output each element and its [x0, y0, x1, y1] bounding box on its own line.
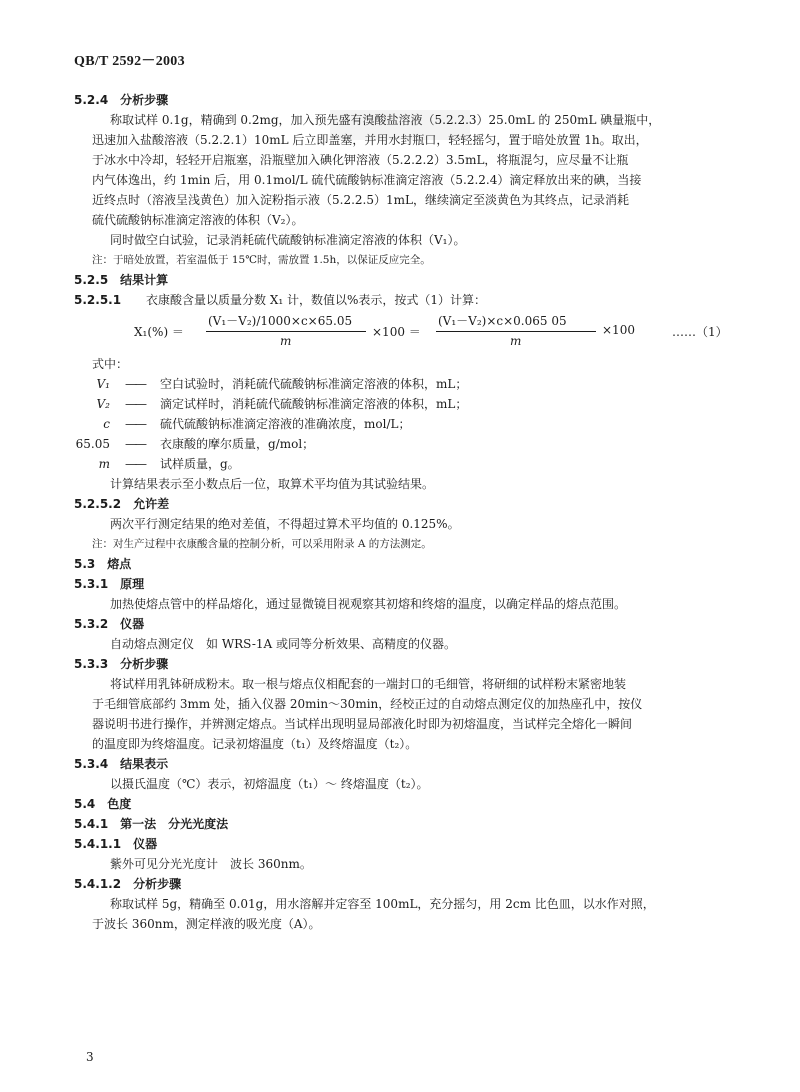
paragraph-line: 内气体逸出，约 1min 后，用 0.1mol/L 硫代硫酸钠标准滴定溶液（5.2.2.4）滴定释放出来的碘，当接 [92, 173, 642, 187]
variable-symbol: V₂ [96, 397, 110, 411]
equation-number: ……（1） [672, 325, 728, 339]
paragraph-line: 于毛细管底部约 3mm 处，插入仪器 20min～30min，经校正过的自动熔点测定仪的加热座孔中，按仪 [92, 697, 643, 711]
dash: —— [125, 377, 145, 391]
formula-lhs: X₁(%) ＝ [134, 325, 184, 339]
paragraph-line: 将试样用乳钵研成粉末。取一根与熔点仪相配套的一端封口的毛细管，将研细的试样粉末紧密地装 [110, 677, 627, 691]
paragraph-line: 自动熔点测定仪 如 WRS-1A 或同等分析效果、高精度的仪器。 [110, 637, 457, 651]
paragraph-line: 以摄氏温度（℃）表示，初熔温度（t₁）～ 终熔温度（t₂）。 [110, 777, 429, 791]
formula-1 [74, 310, 744, 354]
formula-times-100: ×100 [602, 323, 635, 337]
subsection-heading-5-3-3: 5.3.3 分析步骤 [74, 657, 169, 671]
page-number: 3 [86, 1050, 94, 1064]
formula-numerator-2: (V₁－V₂)×c×0.065 05 [438, 314, 567, 328]
variable-symbol: 65.05 [75, 437, 110, 451]
section-heading-5-4: 5.4 色度 [74, 797, 132, 811]
paragraph-line: 加热使熔点管中的样品熔化，通过显微镜目视观察其初熔和终熔的温度，以确定样品的熔点范围。 [110, 597, 627, 611]
paragraph-line: 称取试样 0.1g，精确到 0.2mg，加入预先盛有溴酸盐溶液（5.2.2.3）25.0mL 的 250mL 碘量瓶中， [110, 113, 661, 127]
dash: —— [125, 397, 145, 411]
note: 注：于暗处放置，若室温低于 15℃时，需放置 1.5h，以保证反应完全。 [92, 254, 431, 266]
paragraph-line: 同时做空白试验，记录消耗硫代硫酸钠标准滴定溶液的体积（V₁）。 [110, 233, 466, 247]
variable-symbol: V₁ [96, 377, 110, 391]
paragraph-line: 计算结果表示至小数点后一位，取算术平均值为其试验结果。 [110, 477, 435, 491]
variable-definition [74, 374, 744, 394]
standard-code: QB/T 2592－2003 [74, 54, 185, 69]
paragraph-line: 称取试样 5g，精确至 0.01g，用水溶解并定容至 100mL，充分摇匀，用 2cm 比色皿，以水作对照， [110, 897, 655, 911]
subsection-heading-5-3-1: 5.3.1 原理 [74, 577, 145, 591]
dash: —— [125, 457, 145, 471]
paragraph-line: 迅速加入盐酸溶液（5.2.2.1）10mL 后立即盖塞，并用水封瓶口，轻轻摇匀，置于暗处放置 1h。取出， [92, 133, 648, 147]
clause-number: 5.2.5.1 [74, 293, 122, 307]
variable-definition [74, 414, 744, 434]
clause-text: 衣康酸含量以质量分数 X₁ 计，数值以%表示，按式（1）计算： [146, 293, 487, 307]
variable-definition [74, 454, 744, 474]
subsection-heading-5-2-5-2: 5.2.5.2 允许差 [74, 497, 170, 511]
formula-denominator-2: m [510, 334, 522, 348]
section-heading-5-3: 5.3 熔点 [74, 557, 132, 571]
variable-symbol: m [98, 457, 110, 471]
section-heading-5-2-5: 5.2.5 结果计算 [74, 273, 169, 287]
variable-text: 试样质量，g。 [160, 457, 240, 471]
paragraph-line: 于冰水中冷却，轻轻开启瓶塞，沿瓶壁加入碘化钾溶液（5.2.2.2）3.5mL，将瓶混匀，应尽量不让瓶 [92, 153, 629, 167]
section-heading-5-2-4: 5.2.4 分析步骤 [74, 93, 169, 107]
paragraph-line: 紫外可见分光光度计 波长 360nm。 [110, 857, 312, 871]
variable-text: 衣康酸的摩尔质量，g/mol； [160, 437, 315, 451]
formula-denominator-1: m [280, 334, 292, 348]
variable-text: 滴定试样时，消耗硫代硫酸钠标准滴定溶液的体积，mL； [160, 397, 468, 411]
paragraph-line: 器说明书进行操作，并辨测定熔点。当试样出现明显局部液化时即为初熔温度，当试样完全熔化一瞬间 [92, 717, 633, 731]
dash: —— [125, 417, 145, 431]
paragraph-line: 硫代硫酸钠标准滴定溶液的体积（V₂）。 [92, 213, 304, 227]
subsection-heading-5-3-4: 5.3.4 结果表示 [74, 757, 169, 771]
subsection-heading-5-4-1-2: 5.4.1.2 分析步骤 [74, 877, 182, 891]
variable-definition [74, 434, 744, 454]
formula-numerator-1: (V₁－V₂)/1000×c×65.05 [208, 314, 353, 328]
variable-text: 硫代硫酸钠标准滴定溶液的准确浓度，mol/L； [160, 417, 411, 431]
paragraph-line: 近终点时（溶液呈浅黄色）加入淀粉指示液（5.2.2.5）1mL，继续滴定至淡黄色为其终点，记录消耗 [92, 193, 629, 207]
fraction-bar [436, 331, 596, 332]
paragraph-line: 两次平行测定结果的绝对差值，不得超过算术平均值的 0.125%。 [110, 517, 460, 531]
variable-definition [74, 394, 744, 414]
note: 注：对生产过程中衣康酸含量的控制分析，可以采用附录 A 的方法测定。 [92, 538, 432, 550]
paragraph-line: 于波长 360nm，测定样液的吸光度（A）。 [92, 917, 321, 931]
variable-symbol: c [103, 417, 110, 431]
subsection-heading-5-3-2: 5.3.2 仪器 [74, 617, 145, 631]
fraction-bar [206, 331, 366, 332]
subsection-heading-5-4-1-1: 5.4.1.1 仪器 [74, 837, 158, 851]
subsection-heading-5-4-1: 5.4.1 第一法 分光光度法 [74, 817, 229, 831]
formula-times-100: ×100 ＝ [372, 325, 421, 339]
page-content [74, 90, 744, 934]
subsection-5-2-5-1 [74, 290, 744, 310]
dash: —— [125, 437, 145, 451]
variable-text: 空白试验时，消耗硫代硫酸钠标准滴定溶液的体积，mL； [160, 377, 468, 391]
where-label: 式中： [92, 357, 129, 371]
paragraph-line: 的温度即为终熔温度。记录初熔温度（t₁）及终熔温度（t₂）。 [92, 737, 418, 751]
